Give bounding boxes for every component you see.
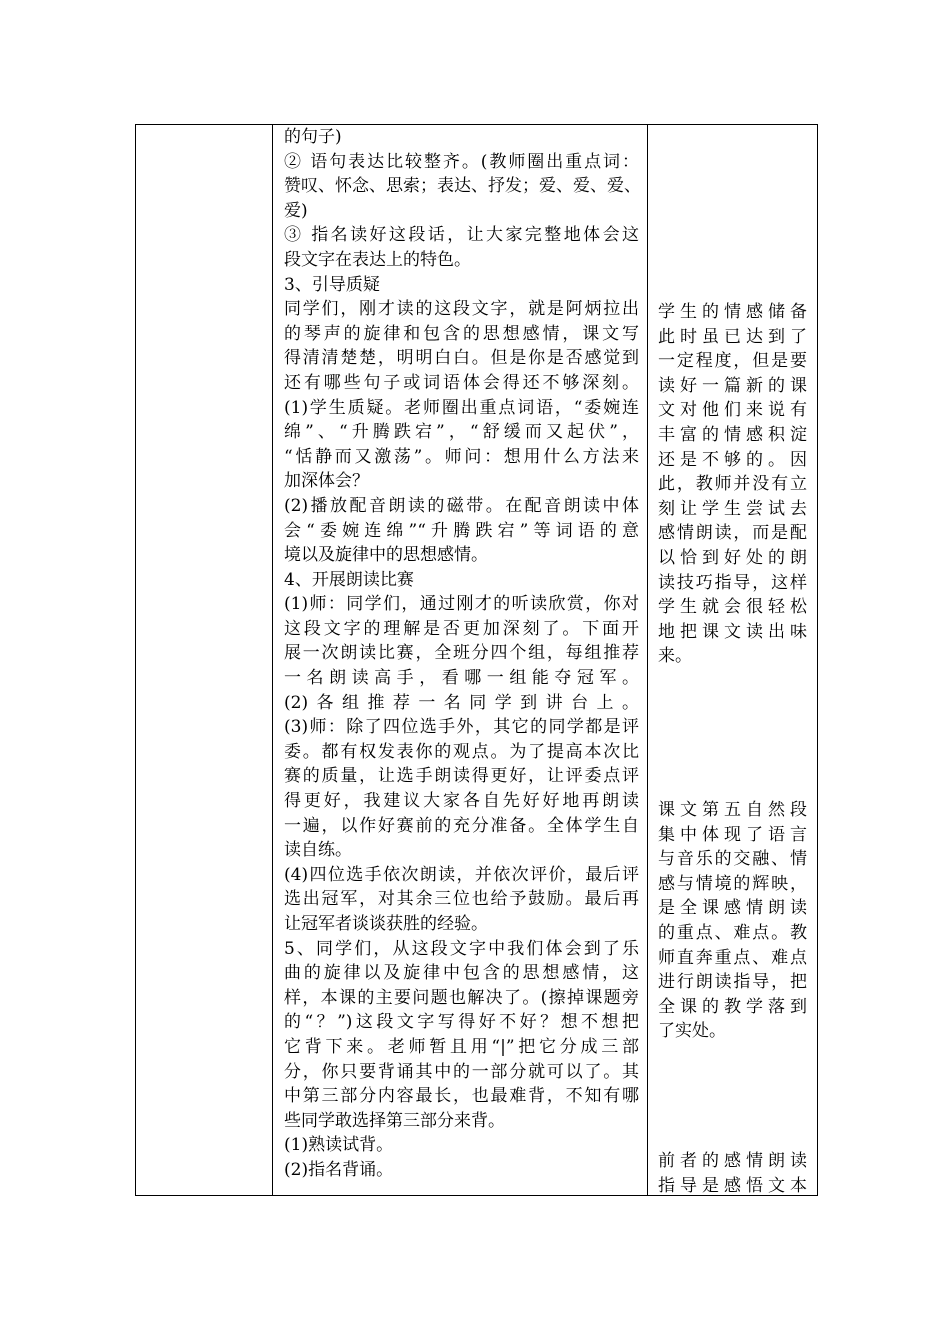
table-row xyxy=(136,125,818,1196)
design-note xyxy=(658,798,807,1044)
activity-line: 会“委婉连绵”“升腾跌宕”等词语的意 xyxy=(284,520,639,541)
activity-line: (2)指名背诵。 xyxy=(284,1159,394,1180)
activity-line: ③ 指名读好这段话，让大家完整地体会这 xyxy=(284,225,639,246)
activity-line: (1)学生质疑。老师圈出重点词语，“委婉连 xyxy=(284,397,639,418)
note-line: 是全课感情朗读 xyxy=(658,898,807,919)
note-line: 指导是感悟文本 xyxy=(658,1175,807,1196)
activity-line: 境以及旋律中的思想感情。 xyxy=(284,545,488,566)
activity-line: 还有哪些句子或词语体会得还不够深刻。 xyxy=(284,372,639,393)
note-line: 刻让学生尝试去 xyxy=(658,498,807,519)
activity-line: 一名朗读高手，看哪一组能夺冠军。 xyxy=(284,668,639,689)
activity-line: (1)师：同学们，通过刚才的听读欣赏，你对 xyxy=(284,594,639,615)
activity-line: 得更好，我建议大家各自先好好地再朗读 xyxy=(284,791,639,812)
activity-line: 读自练。 xyxy=(284,840,352,861)
activity-line: 分，你只要背诵其中的一部分就可以了。其 xyxy=(284,1061,639,1082)
note-line: 学生就会很轻松 xyxy=(658,597,807,618)
teaching-activities-text xyxy=(273,125,647,1183)
activity-line: 绵”、“升腾跌宕”，“舒缓而又起伏”， xyxy=(284,422,639,443)
activity-line: 中第三部分内容最长，也最难背，不知有哪 xyxy=(284,1086,639,1107)
activity-line: 它背下来。老师暂且用“|”把它分成三部 xyxy=(284,1036,639,1057)
note-line: 课文第五自然段 xyxy=(658,800,807,820)
design-note xyxy=(658,1149,807,1198)
activity-line: 得清清楚楚，明明白白。但是你是否感觉到 xyxy=(284,348,639,369)
note-line: 感与情境的辉映， xyxy=(658,873,807,894)
note-line: 全课的教学落到 xyxy=(658,996,807,1017)
activity-line: (1)熟读试背。 xyxy=(284,1135,394,1156)
activity-line: (2)播放配音朗读的磁带。在配音朗读中体 xyxy=(284,495,639,516)
activity-line: 的句子) xyxy=(284,127,342,147)
activity-line: 这段文字的理解是否更加深刻了。下面开 xyxy=(284,618,639,639)
activity-line: 4、开展朗读比赛 xyxy=(284,569,414,590)
note-line: 读好一篇新的课 xyxy=(658,375,807,396)
activity-line: (4)四位选手依次朗读，并依次评价，最后评 xyxy=(284,864,639,885)
note-line: 的重点、难点。教 xyxy=(658,922,807,943)
note-line: 集中体现了语言 xyxy=(658,824,807,845)
activity-line: ② 语句表达比较整齐。(教师圈出重点词： xyxy=(284,151,639,172)
note-line: 进行朗读指导，把 xyxy=(658,972,807,993)
activity-line: “恬静而又激荡”。师问：想用什么方法来 xyxy=(284,446,639,467)
activity-line: 委。都有权发表你的观点。为了提高本次比 xyxy=(284,741,639,762)
note-line: 此时虽已达到了 xyxy=(658,326,807,347)
activity-line: 让冠军者谈谈获胜的经验。 xyxy=(284,914,488,934)
note-line: 以恰到好处的朗 xyxy=(658,547,807,568)
activity-line: 赛的质量，让选手朗读得更好，让评委点评 xyxy=(284,766,639,787)
note-line: 读技巧指导，这样 xyxy=(658,572,807,593)
activity-line: 段文字在表达上的特色。 xyxy=(284,249,471,270)
note-line: 感情朗读，而是配 xyxy=(658,523,807,544)
activity-line: 5、同学们，从这段文字中我们体会到了乐 xyxy=(284,938,639,959)
activity-line: 一遍，以作好赛前的充分准备。全体学生自 xyxy=(284,815,639,836)
activity-line: 赞叹、怀念、思索；表达、抒发；爱、爱、爱、 xyxy=(284,176,641,197)
note-line: 师直奔重点、难点 xyxy=(658,947,807,968)
note-line: 地把课文读出味 xyxy=(658,621,807,642)
lesson-plan-table xyxy=(135,124,818,1196)
activity-line: 的“？”)这段文字写得好不好？想不想把 xyxy=(284,1012,639,1033)
activity-line: 爱) xyxy=(284,200,308,221)
note-line: 学生的情感储备 xyxy=(658,302,807,322)
teaching-activities-cell xyxy=(273,125,648,1196)
blank-left-cell xyxy=(136,125,273,1196)
activity-line: 样，本课的主要问题也解决了。(擦掉课题旁 xyxy=(284,987,639,1008)
activity-line: 展一次朗读比赛，全班分四个组，每组推荐 xyxy=(284,643,639,664)
activity-line: 同学们，刚才读的这段文字，就是阿炳拉出 xyxy=(284,299,639,320)
note-line: 前者的感情朗读 xyxy=(658,1151,807,1171)
note-line: 来。 xyxy=(658,646,692,667)
activity-line: 选出冠军，对其余三位也给予鼓励。最后再 xyxy=(284,889,639,910)
note-line: 一定程度，但是要 xyxy=(658,351,807,372)
activity-line: (2)各组推荐一名同学到讲台上。 xyxy=(284,692,639,713)
design-notes-cell xyxy=(648,125,818,1196)
activity-line: 3、引导质疑 xyxy=(284,274,380,295)
note-line: 此，教师并没有立 xyxy=(658,474,807,495)
note-line: 丰富的情感积淀 xyxy=(658,424,807,445)
design-note xyxy=(658,300,807,669)
note-line: 还是不够的。因 xyxy=(658,449,807,470)
activity-line: (3)师：除了四位选手外，其它的同学都是评 xyxy=(284,717,639,738)
note-line: 了实处。 xyxy=(658,1021,726,1042)
activity-line: 的琴声的旋律和包含的思想感情，课文写 xyxy=(284,323,639,344)
activity-line: 曲的旋律以及旋律中包含的思想感情，这 xyxy=(284,963,639,984)
note-line: 文对他们来说有 xyxy=(658,400,807,421)
note-line: 与音乐的交融、情 xyxy=(658,849,807,870)
activity-line: 加深体会？ xyxy=(284,471,369,492)
activity-line: 些同学敢选择第三部分来背。 xyxy=(284,1110,505,1131)
